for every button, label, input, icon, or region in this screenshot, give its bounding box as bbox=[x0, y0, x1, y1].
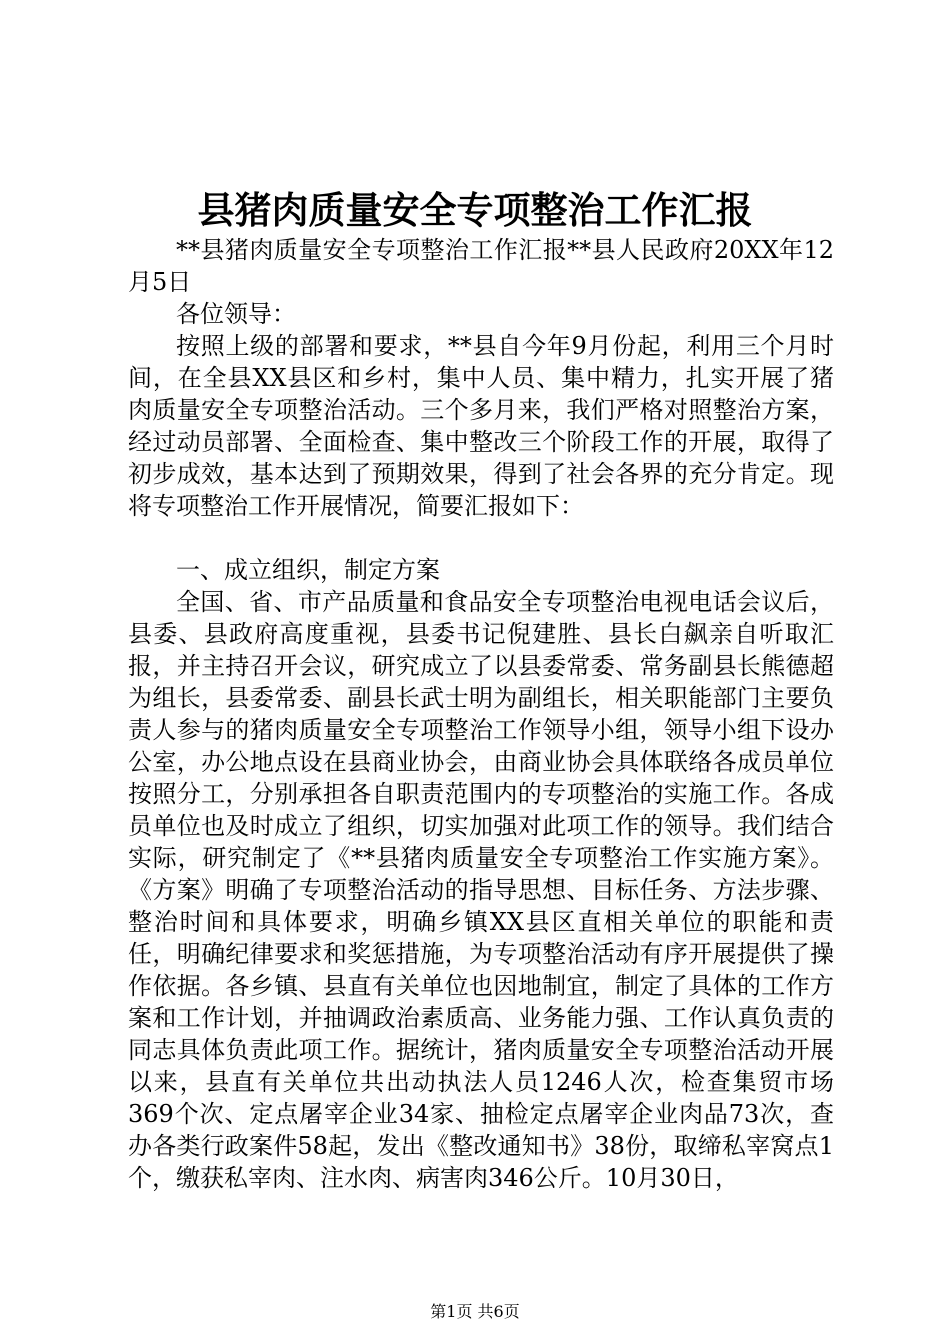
section-heading: 一、成立组织，制定方案 bbox=[176, 556, 440, 584]
intro-paragraph: 按照上级的部署和要求，**县自今年9月份起，利用三个月时间，在全县XX县区和乡村，集中人员、集中精力，扎实开展了猪肉质量安全专项整治活动。三个多月来，我们严格对照整治方案，经过动员部署、全面检查、集中整改三个阶段工作的开展，取得了初步成效，基本达到了预期效果，得到了社会各界的充分肯定。现将专项整治工作开展情况，简要汇报如下： bbox=[128, 332, 834, 520]
document-body bbox=[128, 234, 834, 1194]
document-title: 县猪肉质量安全专项整治工作汇报 bbox=[197, 188, 753, 232]
section-body-paragraph: 全国、省、市产品质量和食品安全专项整治电视电话会议后，县委、县政府高度重视，县委书记倪建胜、县长白飙亲自听取汇报，并主持召开会议，研究成立了以县委常委、常务副县长熊德超为组长，县委常委、副县长武士明为副组长，相关职能部门主要负责人参与的猪肉质量安全专项整治工作领导小组，领导小组下设办公室，办公地点设在县商业协会，由商业协会具体联络各成员单位按照分工，分别承担各自职责范围内的专项整治的实施工作。各成员单位也及时成立了组织，切实加强对此项工作的领导。我们结合实际，研究制定了《**县猪肉质量安全专项整治工作实施方案》。《方案》明确了专项整治活动的指导思想、目标任务、方法步骤、整治时间和具体要求，明确乡镇XX县区直相关单位的职能和责任，明确纪律要求和奖惩措施，为专项整治活动有序开展提供了操作依据。各乡镇、县直有关单位也因地制宜，制定了具体的工作方案和工作计划，并抽调政治素质高、业务能力强、工作认真负责的同志具体负责此项工作。据统计，猪肉质量安全专项整治活动开展以来，县直有关单位共出动执法人员1246人次，检查集贸市场369个次、定点屠宰企业34家、抽检定点屠宰企业肉品73次，查办各类行政案件58起，发出《整改通知书》38份，取缔私宰窝点1个，缴获私宰肉、注水肉、病害肉346公斤。10月30日， bbox=[128, 588, 834, 1192]
salutation: 各位领导： bbox=[176, 300, 296, 328]
page-number-footer: 第1页 共6页 bbox=[430, 1302, 520, 1321]
paragraph-spacer bbox=[128, 522, 834, 554]
report-header-line: **县猪肉质量安全专项整治工作汇报**县人民政府20XX年12月5日 bbox=[128, 236, 834, 296]
